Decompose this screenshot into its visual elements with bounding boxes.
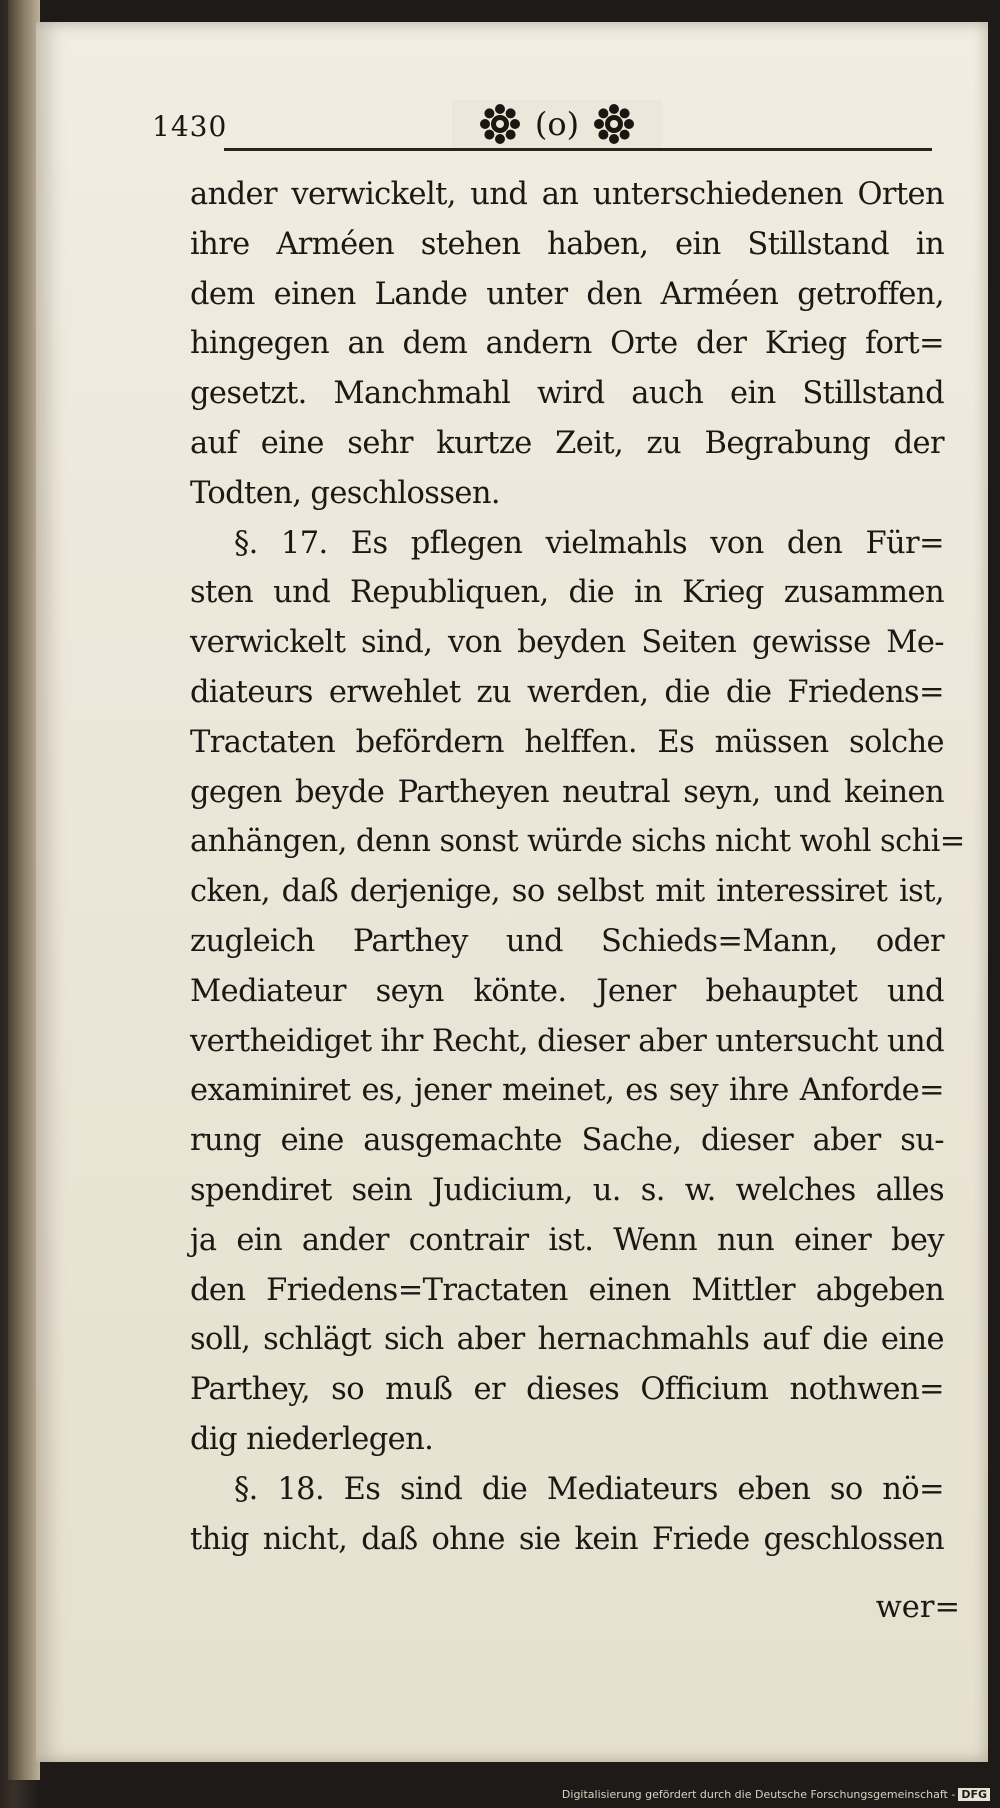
text-line: Todten, geschlossen. xyxy=(190,475,500,511)
text-line: ander verwickelt, und an unterschiedenen Orten xyxy=(190,177,944,212)
text-line: soll, schlägt sich aber hernachmahls auf die eine xyxy=(190,1322,944,1358)
page-number: 1430 xyxy=(152,110,228,143)
text-line: anhängen, denn sonst würde sichs nicht wohl schi= xyxy=(190,824,965,860)
text-line: den Friedens=Tractaten einen Mittler abgeben xyxy=(190,1272,944,1308)
page-header xyxy=(152,94,932,154)
dfg-logo: DFG xyxy=(958,1788,990,1801)
text-line: dig niederlegen. xyxy=(190,1421,434,1457)
section-17-start: §. 17. Es pflegen vielmahls von den Für= xyxy=(234,525,944,561)
text-line: Mediateur seyn könte. Jener behauptet und xyxy=(190,973,944,1009)
text-line: hingegen an dem andern Orte der Krieg fort= xyxy=(190,326,944,362)
text-line: diateurs erwehlet zu werden, die die Friedens= xyxy=(190,674,944,710)
text-line: Tractaten befördern helffen. Es müssen solche xyxy=(190,724,944,760)
rosette-right-icon xyxy=(593,103,635,145)
text-line: ihre Arméen stehen haben, ein Stillstand in xyxy=(190,226,944,262)
text-line: dem einen Lande unter den Arméen getroffen, xyxy=(190,276,944,312)
header-ornament xyxy=(452,100,662,148)
text-line: rung eine ausgemachte Sache, dieser aber su- xyxy=(190,1123,944,1159)
text-line: verwickelt sind, von beyden Seiten gewisse Me- xyxy=(190,625,944,661)
rosette-left-icon xyxy=(479,103,521,145)
text-line: vertheidiget ihr Recht, dieser aber untersucht und xyxy=(190,1023,944,1059)
section-18-start: §. 18. Es sind die Mediateurs eben so nö= xyxy=(234,1471,944,1507)
text-line: Parthey, so muß er dieses Officium nothwen= xyxy=(190,1372,944,1408)
credit-text: Digitalisierung gefördert durch die Deutsche Forschungsgemeinschaft - xyxy=(561,1788,956,1801)
text-line: cken, daß derjenige, so selbst mit interessiret ist, xyxy=(190,874,944,910)
text-line: spendiret sein Judicium, u. s. w. welches alles xyxy=(190,1172,944,1208)
header-rule xyxy=(224,148,932,151)
text-line: thig nicht, daß ohne sie kein Friede geschlossen xyxy=(190,1521,944,1557)
text-line: auf eine sehr kurtze Zeit, zu Begrabung der xyxy=(190,425,944,461)
text-line: examiniret es, jener meinet, es sey ihre Anforde= xyxy=(190,1073,944,1109)
catchword: wer= xyxy=(875,1590,960,1625)
text-line: gesetzt. Manchmahl wird auch ein Stillstand xyxy=(190,376,944,412)
text-line: zugleich Parthey und Schieds=Mann, oder xyxy=(190,923,944,959)
text-line: gegen beyde Partheyen neutral seyn, und keinen xyxy=(190,774,944,810)
text-line: sten und Republiquen, die in Krieg zusammen xyxy=(190,575,944,611)
digitization-credit xyxy=(562,1788,990,1801)
text-line: ja ein ander contrair ist. Wenn nun einer bey xyxy=(190,1222,944,1258)
body-text xyxy=(190,170,965,1564)
header-mark: (o) xyxy=(534,105,580,143)
